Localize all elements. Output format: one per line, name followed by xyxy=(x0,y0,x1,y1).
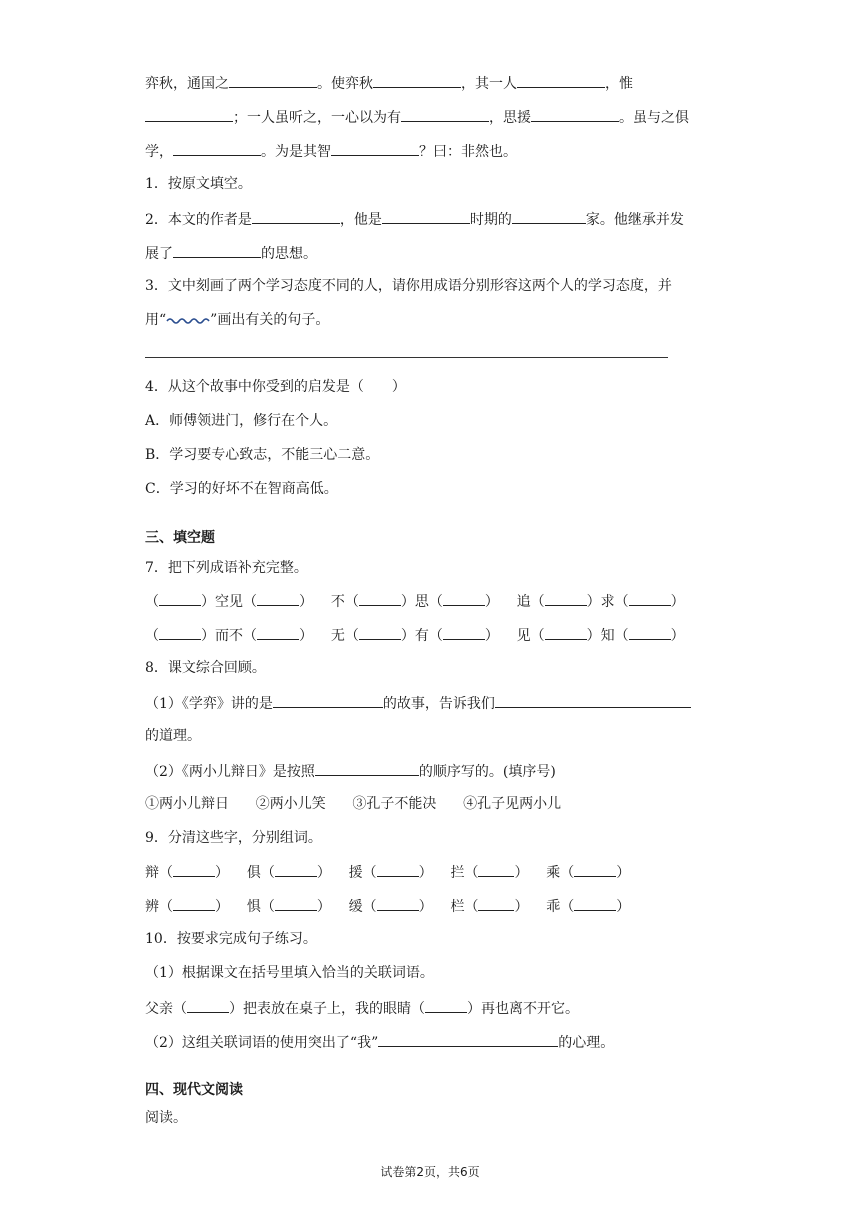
blank[interactable] xyxy=(173,242,261,258)
blank[interactable] xyxy=(257,624,299,640)
blank[interactable] xyxy=(359,624,401,640)
option-c[interactable]: C．学习的好坏不在智商高低。 xyxy=(145,481,338,497)
question-2-line-2 xyxy=(145,242,317,264)
text: 。使弈秋 xyxy=(317,76,373,92)
text: 2．本文的作者是 xyxy=(145,212,252,228)
blank[interactable] xyxy=(187,997,229,1013)
blank[interactable] xyxy=(443,624,485,640)
text: ？曰：非然也。 xyxy=(419,144,517,160)
question-10: 10．按要求完成句子练习。 xyxy=(145,931,317,947)
text: 。虽与之俱 xyxy=(619,110,689,126)
blank[interactable] xyxy=(478,861,514,877)
text: ）再也离不开它。 xyxy=(467,1001,579,1017)
text: 追 xyxy=(516,594,531,610)
text: 知 xyxy=(600,628,615,644)
question-3-line-1: 3．文中刻画了两个学习态度不同的人，请你用成语分别形容这两个人的学习态度，并 xyxy=(145,278,672,294)
char: 惧 xyxy=(246,899,261,915)
question-3-line-2 xyxy=(145,310,329,330)
blank[interactable] xyxy=(315,760,419,776)
blank[interactable] xyxy=(373,72,461,88)
idiom-row-1: （ ）空见（ ） 不（ ）思（ ） 追（ ）求（ ） xyxy=(145,590,685,612)
char: 乘 xyxy=(546,865,561,881)
text: 的思想。 xyxy=(261,246,317,262)
text: （2）《两小儿辩日》是按照 xyxy=(145,764,315,780)
text: 见 xyxy=(516,628,531,644)
blank[interactable] xyxy=(495,692,691,708)
blank[interactable] xyxy=(629,590,671,606)
idiom-row-2: （ ）而不（ ） 无（ ）有（ ） 见（ ）知（ ） xyxy=(145,624,685,646)
text: 父亲（ xyxy=(145,1001,187,1017)
blank[interactable] xyxy=(517,72,605,88)
blank[interactable] xyxy=(377,861,419,877)
blank[interactable] xyxy=(159,590,201,606)
blank[interactable] xyxy=(545,590,587,606)
choice: ③孔子不能决 xyxy=(352,796,437,812)
option-a[interactable]: A．师傅领进门，修行在个人。 xyxy=(145,413,338,429)
blank[interactable] xyxy=(545,624,587,640)
char-row-1: 辩（ ） 俱（ ） 援（ ） 拦（ ） 乘（ ） xyxy=(145,861,630,883)
question-10-sentence xyxy=(145,997,579,1019)
blank[interactable] xyxy=(273,692,383,708)
blank[interactable] xyxy=(159,624,201,640)
choice: ②两小儿笑 xyxy=(255,796,326,812)
text: ，其一人 xyxy=(461,76,517,92)
question-8-part-2 xyxy=(145,760,556,782)
char: 援 xyxy=(348,865,363,881)
question-10-part-1: （1）根据课文在括号里填入恰当的关联词语。 xyxy=(145,965,434,981)
read-label: 阅读。 xyxy=(145,1110,187,1126)
blank[interactable] xyxy=(478,895,514,911)
blank[interactable] xyxy=(173,140,261,156)
question-7: 7．把下列成语补充完整。 xyxy=(145,560,308,576)
question-8-part-1-end: 的道理。 xyxy=(145,728,201,744)
option-b[interactable]: B．学习要专心致志，不能三心二意。 xyxy=(145,447,380,463)
text: ，思援 xyxy=(489,110,531,126)
text: 展了 xyxy=(145,246,173,262)
blank[interactable] xyxy=(275,861,317,877)
text: 的顺序写的。(填序号) xyxy=(418,764,556,780)
char: 乖 xyxy=(546,899,561,915)
char: 俱 xyxy=(246,865,261,881)
text: 家。他继承并发 xyxy=(585,212,684,228)
question-8: 8．课文综合回顾。 xyxy=(145,660,266,676)
text: 不 xyxy=(330,594,345,610)
question-4: 4．从这个故事中你受到的启发是（ ） xyxy=(145,379,406,395)
char: 栏 xyxy=(450,899,465,915)
text: ）把表放在桌子上，我的眼睛（ xyxy=(229,1001,425,1017)
blank[interactable] xyxy=(629,624,671,640)
text: 时期的 xyxy=(469,212,512,228)
char: 辩 xyxy=(145,865,159,881)
choice: ①两小儿辩日 xyxy=(145,796,229,812)
text: 。为是其智 xyxy=(261,144,331,160)
char: 缓 xyxy=(348,899,363,915)
section-heading-4: 四、现代文阅读 xyxy=(145,1082,243,1098)
blank[interactable] xyxy=(359,590,401,606)
blank[interactable] xyxy=(173,895,215,911)
section-heading-3: 三、填空题 xyxy=(145,530,215,546)
char: 拦 xyxy=(450,865,465,881)
blank[interactable] xyxy=(574,895,616,911)
text: 学， xyxy=(145,144,173,160)
text: 的心理。 xyxy=(558,1035,615,1051)
blank[interactable] xyxy=(229,72,317,88)
question-8-part-1 xyxy=(145,692,691,714)
blank[interactable] xyxy=(443,590,485,606)
text: 空见 xyxy=(215,594,243,610)
text: ”画出有关的句子。 xyxy=(210,312,330,328)
blank[interactable] xyxy=(331,140,419,156)
blank[interactable] xyxy=(401,106,489,122)
text: （1）《学弈》讲的是 xyxy=(145,696,273,712)
text: 用“ xyxy=(145,312,167,328)
text: 求 xyxy=(600,594,615,610)
passage-line-1 xyxy=(145,72,633,94)
choice: ④孔子见两小儿 xyxy=(463,796,562,812)
answer-line[interactable] xyxy=(145,357,668,358)
char: 辨 xyxy=(145,899,159,915)
char-row-2: 辨（ ） 惧（ ） 缓（ ） 栏（ ） 乖（ ） xyxy=(145,895,630,917)
passage-line-3 xyxy=(145,140,517,162)
question-2-line-1 xyxy=(145,208,684,230)
text: 的故事，告诉我们 xyxy=(382,696,495,712)
question-10-part-2 xyxy=(145,1031,614,1053)
question-9: 9．分清这些字，分别组词。 xyxy=(145,830,322,846)
blank[interactable] xyxy=(377,895,419,911)
blank[interactable] xyxy=(145,106,233,122)
text: 而不 xyxy=(215,628,243,644)
question-8-choices xyxy=(145,794,561,814)
text: （2）这组关联词语的使用突出了“我” xyxy=(145,1035,379,1051)
text: ，他是 xyxy=(339,212,382,228)
blank[interactable] xyxy=(378,1031,558,1047)
blank[interactable] xyxy=(275,895,317,911)
blank[interactable] xyxy=(425,997,467,1013)
blank[interactable] xyxy=(257,590,299,606)
blank[interactable] xyxy=(512,208,586,224)
text: 无 xyxy=(330,628,345,644)
passage-line-2 xyxy=(145,106,689,128)
blank[interactable] xyxy=(382,208,470,224)
blank[interactable] xyxy=(252,208,340,224)
text: ；一人虽听之，一心以为有 xyxy=(233,110,401,126)
blank[interactable] xyxy=(531,106,619,122)
text: 思 xyxy=(414,594,429,610)
wavy-line-icon xyxy=(166,315,210,325)
text: 有 xyxy=(414,628,429,644)
text: ，惟 xyxy=(605,76,633,92)
text: 弈秋，通国之 xyxy=(145,76,229,92)
blank[interactable] xyxy=(574,861,616,877)
question-1: 1．按原文填空。 xyxy=(145,176,252,192)
page-footer: 试卷第2页，共6页 xyxy=(380,1165,480,1179)
blank[interactable] xyxy=(173,861,215,877)
